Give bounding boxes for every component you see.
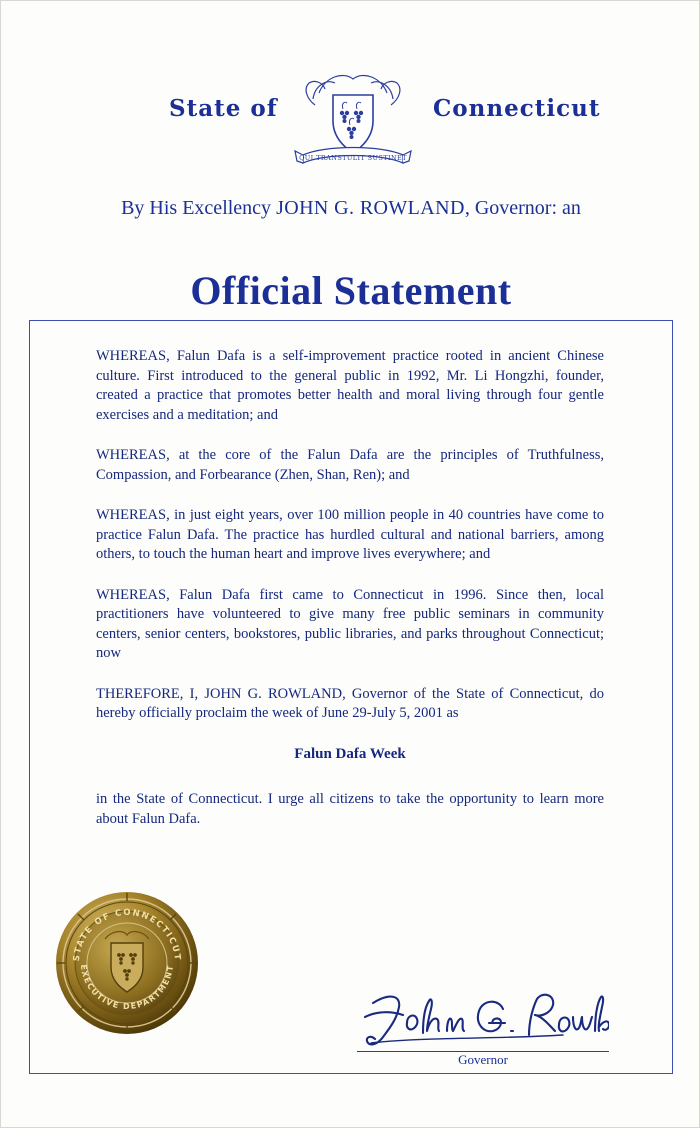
masthead-right-word: Connecticut (433, 95, 601, 122)
seal-top-text: STATE OF CONNECTICUT (71, 907, 183, 962)
whereas-paragraph-1: WHEREAS, Falun Dafa is a self-improvement practice rooted in ancient Chinese culture. First introduced to the general public in 1992, Mr. Li Hongzhi, founder, created a practice that promotes better health and moral living through four gentle exercises and a meditation; and (96, 348, 604, 423)
excellency-prefix: By His Excellency (121, 197, 277, 219)
whereas-paragraph-3: WHEREAS, in just eight years, over 100 million people in 40 countries have come to practice Falun Dafa. The practice has hurdled cultural and national barriers, among others, to touch the human heart and improve lives everywhere; and (96, 507, 604, 562)
embossed-state-seal-icon (53, 889, 201, 1037)
statement-body-text (96, 347, 604, 829)
signature-label: Governor (458, 1052, 508, 1067)
seal-bottom-text: EXECUTIVE DEPARTMENT (78, 963, 176, 1012)
closing-paragraph: in the State of Connecticut. I urge all citizens to take the opportunity to learn more about Falun Dafa. (96, 791, 604, 827)
page-title: Official Statement (190, 268, 512, 313)
masthead-left-word: State of (169, 95, 278, 122)
connecticut-coat-of-arms-icon (285, 59, 421, 171)
masthead (1, 59, 700, 169)
therefore-paragraph: THEREFORE, I, JOHN G. ROWLAND, Governor of the State of Connecticut, do hereby officially proclaim the week of June 29-July 5, 2001 as (96, 685, 604, 721)
excellency-line (1, 197, 700, 220)
state-motto: QUI TRANSTULIT SUSTINET (299, 154, 407, 162)
governor-name: JOHN G. ROWLAND (276, 197, 465, 219)
proclamation-title: Falun Dafa Week (294, 745, 406, 762)
signature-block (357, 989, 609, 1073)
excellency-suffix: , Governor: an (464, 197, 581, 219)
whereas-paragraph-4: WHEREAS, Falun Dafa first came to Connecticut in 1996. Since then, local practitioners have volunteered to give many free public seminars in community centers, senior centers, bookstores, public libraries, and parks throughout Connecticut; now (96, 586, 604, 661)
whereas-paragraph-2: WHEREAS, at the core of the Falun Dafa are the principles of Truthfulness, Compassion, and Forbearance (Zhen, Shan, Ren); and (96, 447, 604, 483)
governor-signature (363, 989, 609, 1051)
